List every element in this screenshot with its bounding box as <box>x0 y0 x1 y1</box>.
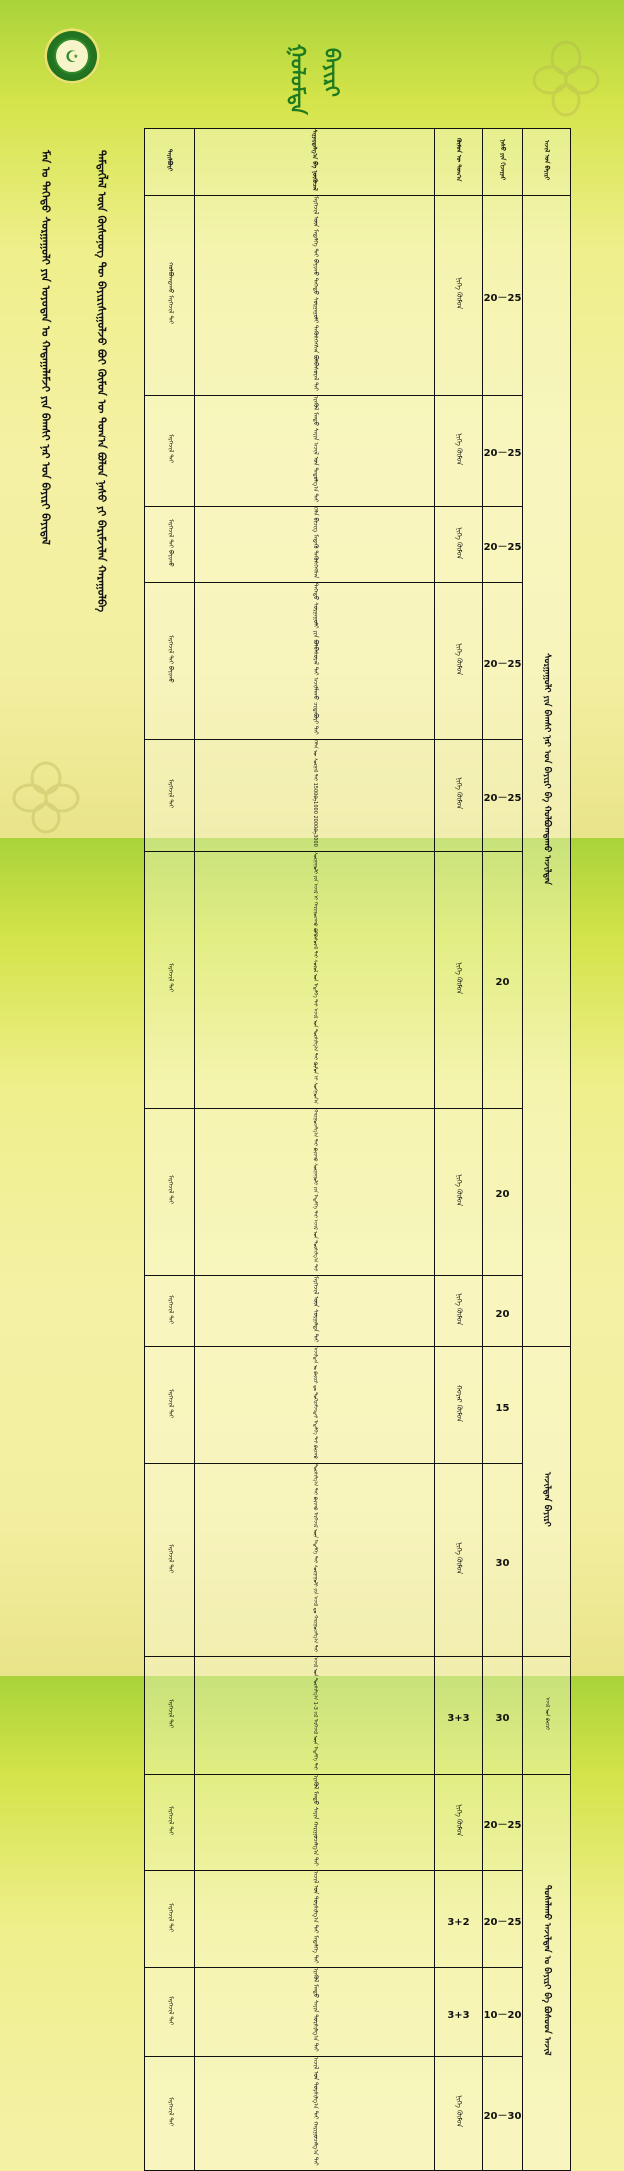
position-group-cell: ᠰᠤᠷᠭᠠᠭᠤᠯᠢ ᠶᠢᠨ ᠪᠠᠭᠰᠢ ᠨᠠᠷ ᠤᠨ ᠪᠠᠶᠢᠷᠢ ᠪᠠ ᠬᠣᠯᠪᠣᠭᠳᠠᠬᠤ ᠠᠵᠢᠯᠲᠠᠨ <box>541 653 552 885</box>
requirement-cell: ᠰᠤᠷᠭᠠᠭᠤᠯᠢ ᠶᠢᠨ ᠠᠵᠢᠯ ᠢ ᠬᠠᠷᠢᠭᠤᠴᠠᠬᠤ ᠪᠣᠯᠪᠠᠰᠤᠷᠠᠯ ᠲᠠᠢ ᠰᠣᠶᠣᠯ ᠤᠨ ᠮᠡᠳᠡᠯᠭᠡ ᠲᠡᠢ ᠠᠵᠢᠯ ᠤᠨ ᠲᠤᠷᠰᠢᠯᠭ᠎ᠠ ᠲᠠᠢ ᠬᠦᠮᠦᠨ ᠢ ᠰᠣᠩᠭᠣᠨ᠎ᠠ <box>312 851 319 1104</box>
count-cell: ᠨᠢᠭᠡ ᠬᠦᠮᠦᠨ <box>454 1804 463 1837</box>
table-row <box>145 1775 571 1871</box>
position-cell: ᠠᠵᠢᠯ ᠤᠨ ᠪᠠᠶᠢᠷᠢ <box>543 1697 550 1731</box>
note-cell: ᠮᠡᠷᠭᠡᠵᠢᠯ ᠲᠡᠢ <box>166 1699 174 1729</box>
note-cell: ᠮᠡᠷᠭᠡᠵᠢᠯ ᠲᠡᠢ <box>166 1388 174 1418</box>
note-cell: ᠮᠡᠷᠭᠡᠵᠢᠯ ᠲᠡᠢ <box>166 1175 174 1205</box>
table-row <box>145 1870 571 1967</box>
note-cell: ᠮᠡᠷᠭᠡᠵᠢᠯ ᠲᠡᠢ <box>166 1294 174 1324</box>
intro-text <box>36 150 124 790</box>
count-cell: ᠨᠢᠭᠡ ᠬᠦᠮᠦᠨ <box>454 1292 463 1326</box>
age-cell: 20－25 <box>483 658 522 670</box>
table-row <box>145 851 571 1108</box>
requirement-cell: ᠬᠡᠯᠡᠨ ᠦ ᠰᠤᠷᠭᠠᠯ ᠲᠠᠢ 1500ᠪᠠ1000 2000ᠪᠠ3000 <box>312 740 319 847</box>
requirement-cell: ᠡᠷᠡᠭᠦᠯ ᠮᠡᠨᠳᠦ ᠰᠠᠶᠢᠨ ᠬᠠᠷᠢᠭᠤᠴᠠᠯᠭ᠎ᠠ ᠲᠠᠢ <box>311 1775 319 1866</box>
position-group-cell: ᠲᠤᠰᠠᠯᠠᠬᠤ ᠠᠵᠢᠯᠲᠠᠨ ᠤ ᠪᠠᠶᠢᠷᠢ ᠪᠠ ᠪᠤᠰᠤᠳ ᠠᠵᠢᠯ <box>541 1885 552 2056</box>
header-count: ᠬᠦᠮᠦᠨ ᠦ ᠲᠣᠭ᠎ᠠ <box>435 129 483 196</box>
age-cell: 30 <box>495 1557 510 1569</box>
count-cell: ᠨᠢᠭᠡ ᠬᠦᠮᠦᠨ <box>454 432 463 465</box>
requirement-cell: ᠠᠵᠢᠯ ᠤᠨ ᠲᠤᠷᠰᠢᠯᠭ᠎ᠠ ᠲᠠᠢ ᠮᠡᠳᠡᠯᠭᠡ ᠲᠡᠢ <box>311 1870 319 1964</box>
title-line-2: ᠪᠠᠶᠢᠷᠢ <box>320 48 344 97</box>
count-cell: ᠨᠢᠭᠡ ᠬᠦᠮᠦᠨ <box>454 277 463 310</box>
requirement-cell: ᠡᠷᠡᠭᠦᠯ ᠮᠡᠨᠳᠦ ᠰᠠᠶᠢᠨ ᠠᠵᠢᠯ ᠤᠨ ᠳᠠᠳᠤᠯᠭ᠎ᠠ ᠲᠠᠢ <box>311 395 319 503</box>
age-cell: 20－25 <box>483 1820 522 1832</box>
age-cell: 20－30 <box>483 2110 522 2122</box>
count-cell: ᠨᠢᠭᠡ ᠬᠦᠮᠦᠨ <box>454 1173 463 1206</box>
note-cell: ᠮᠡᠷᠭᠡᠵᠢᠯ ᠲᠡᠢ <box>166 1805 174 1836</box>
note-cell: ᠮᠡᠷᠭᠡᠵᠢᠯ ᠲᠡᠢ <box>166 778 174 808</box>
age-cell: 20－25 <box>483 792 522 804</box>
header-note: ᠲᠠᠶᠢᠯᠪᠤᠷᠢ <box>145 129 195 196</box>
school-logo <box>44 28 100 84</box>
count-cell: 3+2 <box>447 1916 470 1928</box>
count-cell: ᠨᠢᠭᠡ ᠬᠦᠮᠦᠨ <box>454 643 463 676</box>
age-cell: 20 <box>495 1308 510 1320</box>
age-cell: 20－25 <box>483 292 522 304</box>
table-row <box>145 507 571 583</box>
note-cell: ᠮᠡᠷᠭᠡᠵᠢᠯ ᠲᠡᠢ <box>166 1995 174 2025</box>
age-cell: 20－25 <box>483 1916 522 1928</box>
table-row <box>145 195 571 395</box>
note-cell: ᠮᠡᠷᠭᠡᠵᠢᠯ ᠲᠡᠢ <box>166 2096 174 2126</box>
requirement-cell: ᠡᠷᠡᠭᠦᠯ ᠮᠡᠨᠳᠦ ᠰᠠᠶᠢᠨ ᠲᠤᠷᠰᠢᠯᠭ᠎ᠠ ᠲᠠᠢ <box>311 1968 319 2053</box>
logo-emblem-icon: ☪ <box>65 47 80 66</box>
recruitment-table <box>144 128 571 2171</box>
age-cell: 20 <box>495 1189 510 1201</box>
age-cell: 30 <box>495 1713 510 1725</box>
count-cell: ᠨᠢᠭᠡ ᠬᠦᠮᠦᠨ <box>454 777 463 810</box>
note-cell: ᠮᠡᠷᠭᠡᠵᠢᠯ ᠲᠡᠢ <box>166 1543 174 1573</box>
requirement-cell: ᠳᠡᠭᠡᠳᠦ ᠰᠤᠷᠭᠠᠭᠤᠯᠢ ᠶᠢᠨ ᠪᠣᠯᠪᠠᠰᠤᠷᠠᠯ ᠲᠠᠢ ᠠᠵᠢᠯᠯᠠᠬᠤ ᠴᠢᠳᠠᠪᠤᠷᠢ ᠲᠠᠢ <box>311 583 319 735</box>
position-group-cell: ᠠᠵᠢᠯᠲᠠᠨ ᠪᠠᠶᠢᠷᠢ <box>541 1472 552 1528</box>
table-header-row <box>145 129 571 196</box>
requirement-cell: ᠬᠠᠷᠢᠭᠤᠴᠠᠯᠭ᠎ᠠ ᠲᠠᠢ ᠪᠠᠶᠢᠬᠤ ᠰᠤᠷᠭᠠᠭᠤᠯᠢ ᠶᠢᠨ ᠮᠡᠳᠡᠯᠭᠡ ᠲᠡᠢ ᠠᠵᠢᠯ ᠤᠨ ᠲᠤᠷᠰᠢᠯᠭ᠎ᠠ ᠲᠠᠢ <box>312 1108 319 1271</box>
decorative-knot-icon <box>528 36 604 120</box>
note-cell: ᠮᠡᠷᠭᠡᠵᠢᠯ ᠲᠡᠢ <box>166 434 174 464</box>
count-cell: ᠨᠢᠭᠡ ᠬᠦᠮᠦᠨ <box>454 1542 463 1575</box>
count-cell: 3+3 <box>447 1713 470 1725</box>
table-row <box>145 1968 571 2057</box>
table-row <box>145 1275 571 1346</box>
requirement-cell: ᠬᠡᠯᠡ ᠪᠢᠴᠢᠭ ᠮᠡᠳᠡᠬᠦ ᠲᠡᠭᠦᠰᠬᠡᠭᠰᠡᠨ <box>311 507 319 579</box>
requirement-cell: ᠲᠤᠷᠰᠢᠯᠭ᠎ᠠ ᠲᠠᠢ ᠪᠠᠶᠢᠬᠤ ᠮᠡᠷᠭᠡᠵᠢᠯ ᠦᠨ ᠮᠡᠳᠡᠯᠭᠡ ᠲᠡᠢ ᠰᠤᠷᠭᠠᠭᠤᠯᠢ ᠶᠢᠨ ᠠᠵᠢᠯ ᠳᠤ ᠬᠠᠷᠢᠭᠤᠴᠠᠯᠭ᠎ᠠ ᠲᠠᠢ <box>312 1464 319 1653</box>
requirement-cell: ᠠᠵᠢᠯ ᠤᠨ ᠲᠤᠷᠰᠢᠯᠭ᠎ᠠ 1-3 ᠵᠢᠯ ᠮᠡᠷᠭᠡᠵᠢᠯ ᠦᠨ ᠮᠡᠳᠡᠯᠭᠡ ᠲᠡᠢ <box>312 1657 319 1771</box>
count-cell: ᠨᠢᠭᠡ ᠬᠦᠮᠦᠨ <box>454 2095 463 2128</box>
intro-line-1: ᠮᠠᠨ ᠤ ᠳᠡᠭᠡᠳᠦ ᠰᠤᠷᠭᠠᠭᠤᠯᠢ ᠶᠢᠨ ᠣᠶᠤᠲᠠᠨ ᠤ ᠬᠠᠳᠠᠭᠠᠯᠠᠮᠵᠢ ᠶᠢᠨ ᠪᠠᠭᠰᠢ ᠨᠠᠷ ᠤᠨ ᠪᠠᠶᠢᠷᠢ ᠪᠠᠶᠢᠳᠠᠯ <box>39 150 52 545</box>
note-cell: ᠬᠣᠯᠪᠣᠭᠳᠠᠬᠤ ᠮᠡᠷᠭᠡᠵᠢᠯ ᠲᠡᠢ <box>166 262 174 325</box>
table-row <box>145 395 571 506</box>
table-row <box>145 583 571 740</box>
requirement-cell: ᠮᠡᠷᠭᠡᠵᠢᠯ ᠦᠨ ᠰᠤᠷᠭᠠᠯᠲᠠ ᠲᠠᠢ <box>311 1275 319 1343</box>
count-cell: 3+3 <box>447 2009 470 2021</box>
requirement-cell: ᠮᠡᠷᠭᠡᠵᠢᠯ ᠦᠨ ᠮᠡᠳᠡᠯᠭᠡ ᠲᠡᠢ ᠪᠠᠶᠢᠬᠤ ᠳᠡᠭᠡᠳᠦ ᠰᠤᠷᠭᠠᠭᠤᠯᠢ ᠲᠡᠭᠦᠰᠬᠡᠭᠰᠡᠨ ᠪᠣᠯᠪᠠᠰᠤᠷᠠᠯ ᠲᠠᠢ <box>311 195 319 391</box>
table-row <box>145 1108 571 1275</box>
header-age: ᠨᠠᠰᠤ ᠶᠢᠨ ᠬᠢᠵᠠᠭᠠᠷ <box>483 129 523 196</box>
age-cell: 20 <box>495 977 510 989</box>
age-cell: 20－25 <box>483 448 522 460</box>
header-requirement: ᠰᠢᠭᠠᠷᠳᠠᠯᠭ᠎ᠠ ᠪᠠ ᠨᠥᠬᠦᠴᠡᠯ <box>195 129 435 196</box>
note-cell: ᠮᠡᠷᠭᠡᠵᠢᠯ ᠲᠡᠢ ᠪᠠᠶᠢᠬᠤ <box>166 635 174 684</box>
count-cell: ᠬᠣᠶᠠᠷ ᠬᠦᠮᠦᠨ <box>454 1384 463 1422</box>
page-title <box>275 44 345 115</box>
age-cell: 10－20 <box>483 2009 522 2021</box>
count-cell: ᠨᠢᠭᠡ ᠬᠦᠮᠦᠨ <box>454 961 463 994</box>
note-cell: ᠮᠡᠷᠭᠡᠵᠢᠯ ᠲᠡᠢ ᠪᠠᠶᠢᠬᠤ <box>166 518 174 567</box>
note-cell: ᠮᠡᠷᠭᠡᠵᠢᠯ ᠲᠡᠢ <box>166 1902 174 1932</box>
header-position: ᠠᠵᠢᠯ ᠤᠨ ᠪᠠᠶᠢᠷᠢ <box>523 129 571 196</box>
note-cell: ᠮᠡᠷᠭᠡᠵᠢᠯ ᠲᠡᠢ <box>166 963 174 993</box>
age-cell: 15 <box>495 1402 510 1414</box>
requirement-cell: ᠠᠵᠢᠯ ᠤᠨ ᠲᠤᠷᠰᠢᠯᠭ᠎ᠠ ᠲᠠᠢ ᠬᠠᠷᠢᠭᠤᠴᠠᠯᠭ᠎ᠠ ᠲᠠᠢ <box>311 2057 319 2166</box>
age-cell: 20－25 <box>483 542 522 554</box>
title-line-1: ᠭᠤᠯᠤᠮᠲᠠ <box>286 44 310 115</box>
intro-line-2: ᠲᠡᠮᠳᠡᠭᠯᠡᠯ ᠦᠨ ᠬᠦᠰᠦᠨᠦᠭ ᠲᠦ ᠪᠠᠶᠢᠷᠢᠰᠢᠭᠤᠯᠵᠤ ᠪᠤᠢ ᠬᠦᠮᠦᠨ ᠦ ᠲᠣᠭ᠎ᠠ ᠪᠣᠯᠤᠨ ᠨᠠᠰᠤ ᠶᠢ ᠪᠠᠷᠢᠮᠵᠢᠯᠠᠨ ᠬᠠᠷᠠᠭᠤᠯᠪᠠ <box>95 150 108 613</box>
table-row <box>145 740 571 852</box>
table-row <box>145 2057 571 2171</box>
table-row <box>145 1464 571 1657</box>
table-row <box>145 1347 571 1464</box>
count-cell: ᠨᠢᠭᠡ ᠬᠦᠮᠦᠨ <box>454 526 463 559</box>
table-row <box>145 1657 571 1775</box>
requirement-cell: ᠠᠵᠢᠯᠲᠠᠨ ᠤ ᠪᠠᠶᠢᠷᠢ ᠳᠤ ᠲᠣᠬᠢᠷᠠᠮᠵᠢᠲᠠᠢ ᠮᠡᠳᠡᠯᠭᠡ ᠲᠡᠢ ᠪᠠᠶᠢᠬᠤ <box>312 1347 319 1460</box>
